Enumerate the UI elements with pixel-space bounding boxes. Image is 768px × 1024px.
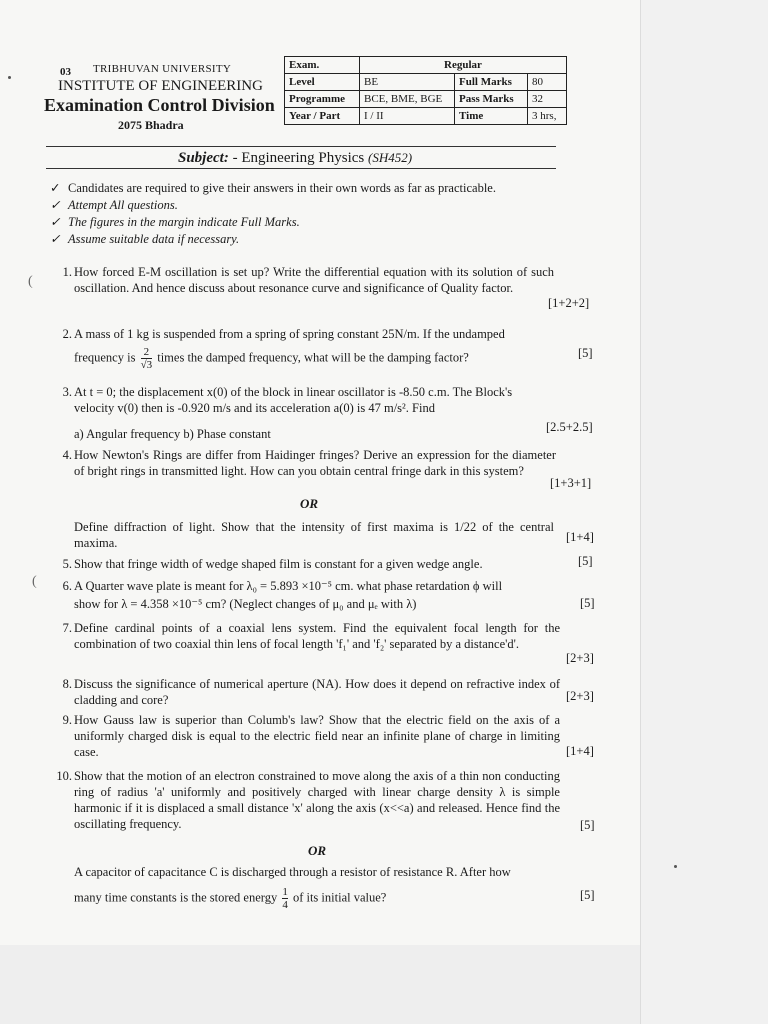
background-strip xyxy=(640,0,768,1024)
divider xyxy=(46,146,556,147)
instruction-item: ✓ Assume suitable data if necessary. xyxy=(50,232,240,246)
q3-marks: [2.5+2.5] xyxy=(546,420,593,434)
q10-alt-marks: [5] xyxy=(580,888,595,902)
q5-marks: [5] xyxy=(578,554,593,568)
full-marks-value: 80 xyxy=(528,74,567,91)
time-value: 3 hrs, xyxy=(528,108,567,125)
instruction-item: ✓ Attempt All questions. xyxy=(50,198,178,212)
pass-marks-value: 32 xyxy=(528,91,567,108)
q4-marks: [1+3+1] xyxy=(550,476,592,490)
level-value: BE xyxy=(360,74,455,91)
q7-marks: [2+3] xyxy=(566,651,594,665)
pen-mark: ( xyxy=(32,574,37,589)
divider xyxy=(46,168,556,169)
subject-line xyxy=(178,150,412,167)
pen-mark: ( xyxy=(28,274,33,289)
exam-label: Exam. xyxy=(285,57,360,74)
university-name: TRIBHUVAN UNIVERSITY xyxy=(93,63,232,75)
q9-marks: [1+4] xyxy=(566,744,594,758)
check-icon: ✓ xyxy=(50,215,61,229)
q10-marks: [5] xyxy=(580,818,595,832)
programme-value: BCE, BME, BGE xyxy=(360,91,455,108)
time-label: Time xyxy=(455,108,528,125)
subject-name: - Engineering Physics xyxy=(232,150,365,166)
check-icon: ✓ xyxy=(50,198,61,212)
exam-date: 2075 Bhadra xyxy=(118,118,184,132)
year-label: Year / Part xyxy=(285,108,360,125)
paper-code: 03 xyxy=(60,66,71,78)
division-name: Examination Control Division xyxy=(44,95,275,115)
or-separator: OR xyxy=(300,496,319,511)
institute-name: INSTITUTE OF ENGINEERING xyxy=(58,78,263,94)
speck xyxy=(674,865,677,868)
programme-label: Programme xyxy=(285,91,360,108)
check-icon: ✓ xyxy=(50,232,61,246)
instruction-item: ✓ The figures in the margin indicate Full Marks. xyxy=(50,215,300,229)
exam-value: Regular xyxy=(360,57,567,74)
instruction-item: ✓ Candidates are required to give their answers in their own words as far as practicable. xyxy=(50,181,496,195)
q6-marks: [5] xyxy=(580,596,595,610)
or-separator: OR xyxy=(308,843,327,858)
year-value: I / II xyxy=(360,108,455,125)
full-marks-label: Full Marks xyxy=(455,74,528,91)
pass-marks-label: Pass Marks xyxy=(455,91,528,108)
q8-marks: [2+3] xyxy=(566,689,594,703)
subject-label: Subject: xyxy=(178,150,229,166)
fraction: $\frac{1}{4}$ xyxy=(282,886,288,911)
speck xyxy=(8,76,11,79)
q1-marks: [1+2+2] xyxy=(548,296,590,310)
fraction: $\frac{2}{√3}$ xyxy=(140,346,153,371)
q2-marks: [5] xyxy=(578,346,593,360)
q4-alt-marks: [1+4] xyxy=(566,530,594,544)
exam-info-table xyxy=(284,56,567,125)
subject-code: (SH452) xyxy=(368,150,413,165)
level-label: Level xyxy=(285,74,360,91)
check-icon: ✓ xyxy=(50,181,61,195)
